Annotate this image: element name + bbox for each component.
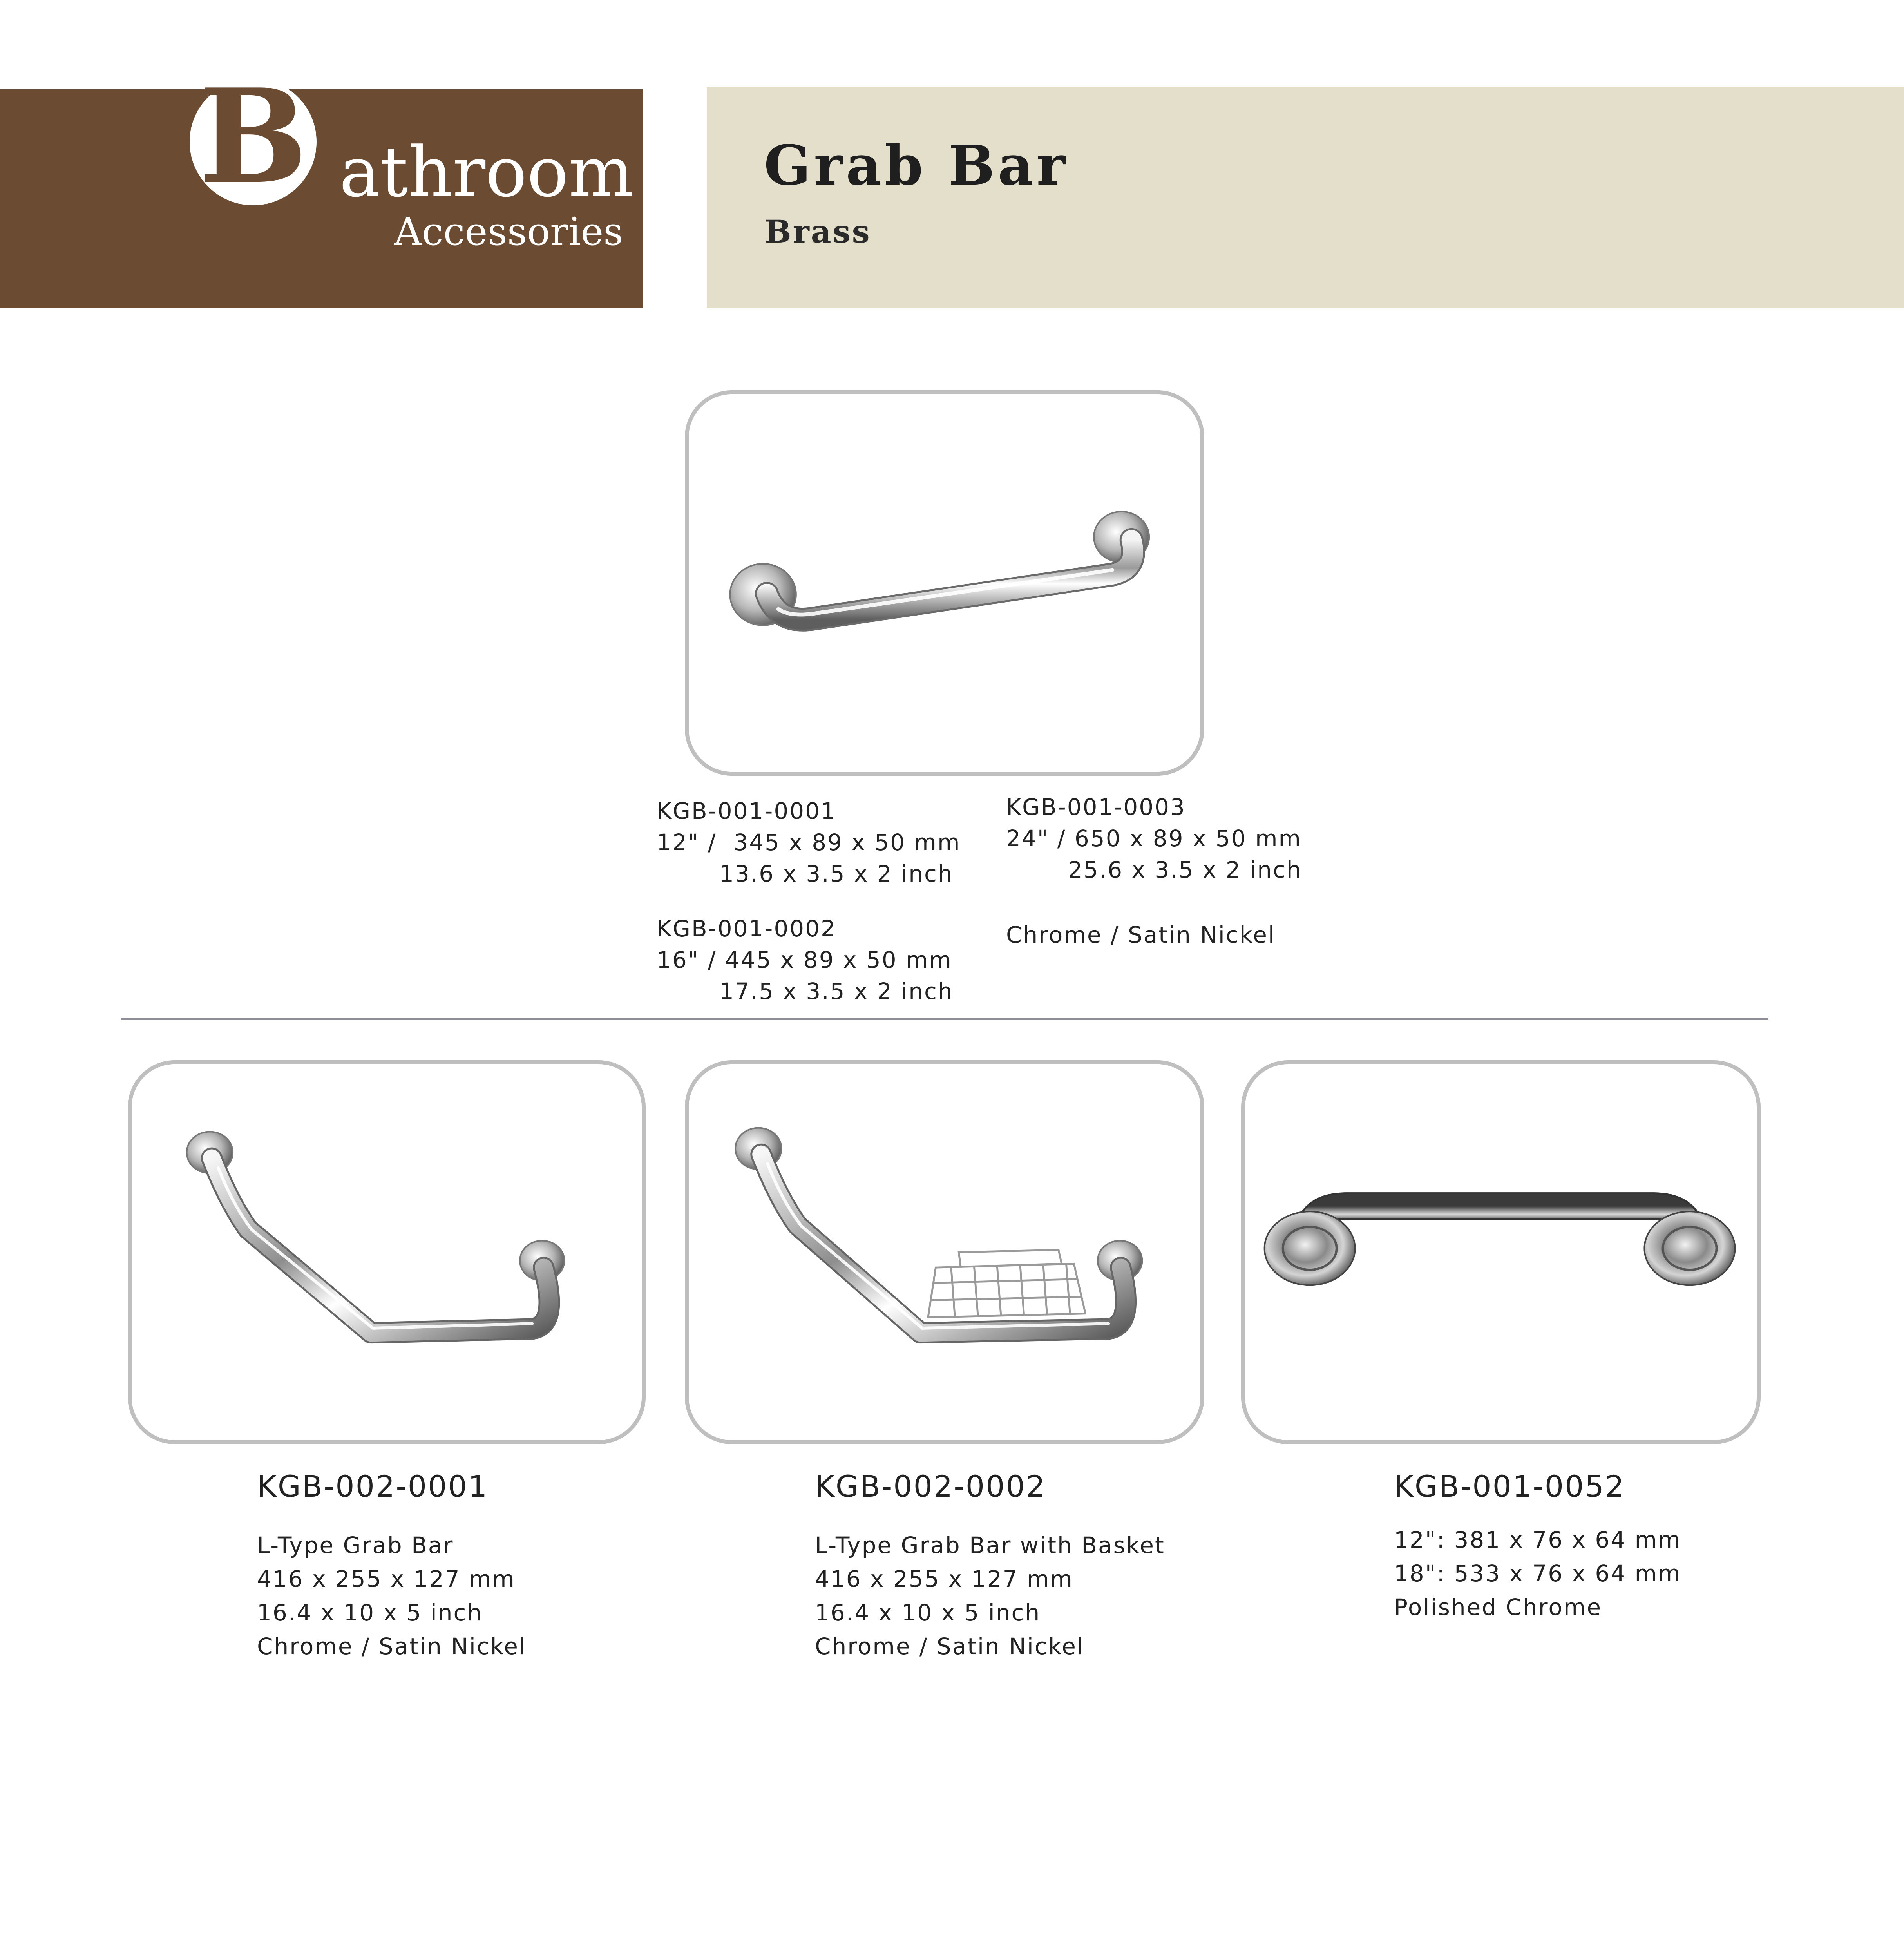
straight-grab-bar-icon — [689, 394, 1200, 772]
product-code: KGB-002-0001 — [257, 1469, 489, 1504]
product-image-frame-top — [685, 390, 1204, 776]
spec-dimension-mm: 16" / 445 x 89 x 50 mm — [657, 947, 953, 973]
product-spec-line: 16.4 x 10 x 5 inch — [815, 1599, 1041, 1626]
spec-finish: Chrome / Satin Nickel — [1006, 922, 1276, 948]
product-spec-line: L-Type Grab Bar with Basket — [815, 1532, 1165, 1559]
product-spec-line: Polished Chrome — [1394, 1594, 1602, 1620]
spec-dimension-inch: 13.6 x 3.5 x 2 inch — [719, 860, 954, 887]
product-code: KGB-001-0052 — [1394, 1469, 1625, 1504]
page-title: Grab Bar — [764, 134, 1069, 198]
section-divider — [121, 1018, 1768, 1020]
brand-initial: B — [198, 60, 308, 212]
spec-dimension-mm: 12" / 345 x 89 x 50 mm — [657, 829, 961, 856]
l-type-grab-bar-icon — [132, 1064, 642, 1440]
polished-grab-bar-icon — [1245, 1064, 1757, 1440]
spec-dimension-inch: 17.5 x 3.5 x 2 inch — [719, 978, 954, 1005]
brand-name: athroom — [339, 132, 634, 212]
product-spec-line: L-Type Grab Bar — [257, 1532, 454, 1559]
spec-dimension-mm: 24" / 650 x 89 x 50 mm — [1006, 825, 1302, 852]
l-type-grab-bar-basket-icon — [689, 1064, 1200, 1440]
brand-subtitle: Accessories — [394, 210, 623, 254]
product-spec-line: 16.4 x 10 x 5 inch — [257, 1599, 483, 1626]
spec-code: KGB-001-0002 — [657, 915, 836, 942]
product-spec-line: 12": 381 x 76 x 64 mm — [1394, 1526, 1681, 1553]
page-subtitle: Brass — [765, 213, 871, 250]
product-spec-line: Chrome / Satin Nickel — [257, 1633, 527, 1660]
product-spec-line: 416 x 255 x 127 mm — [815, 1566, 1073, 1592]
product-spec-line: 416 x 255 x 127 mm — [257, 1566, 516, 1592]
product-image-frame — [685, 1060, 1204, 1444]
spec-dimension-inch: 25.6 x 3.5 x 2 inch — [1068, 856, 1302, 883]
product-spec-line: 18": 533 x 76 x 64 mm — [1394, 1560, 1681, 1587]
product-image-frame — [128, 1060, 646, 1444]
product-image-frame — [1241, 1060, 1761, 1444]
spec-code: KGB-001-0003 — [1006, 794, 1186, 820]
product-code: KGB-002-0002 — [815, 1469, 1046, 1504]
spec-code: KGB-001-0001 — [657, 798, 836, 824]
product-spec-line: Chrome / Satin Nickel — [815, 1633, 1085, 1660]
